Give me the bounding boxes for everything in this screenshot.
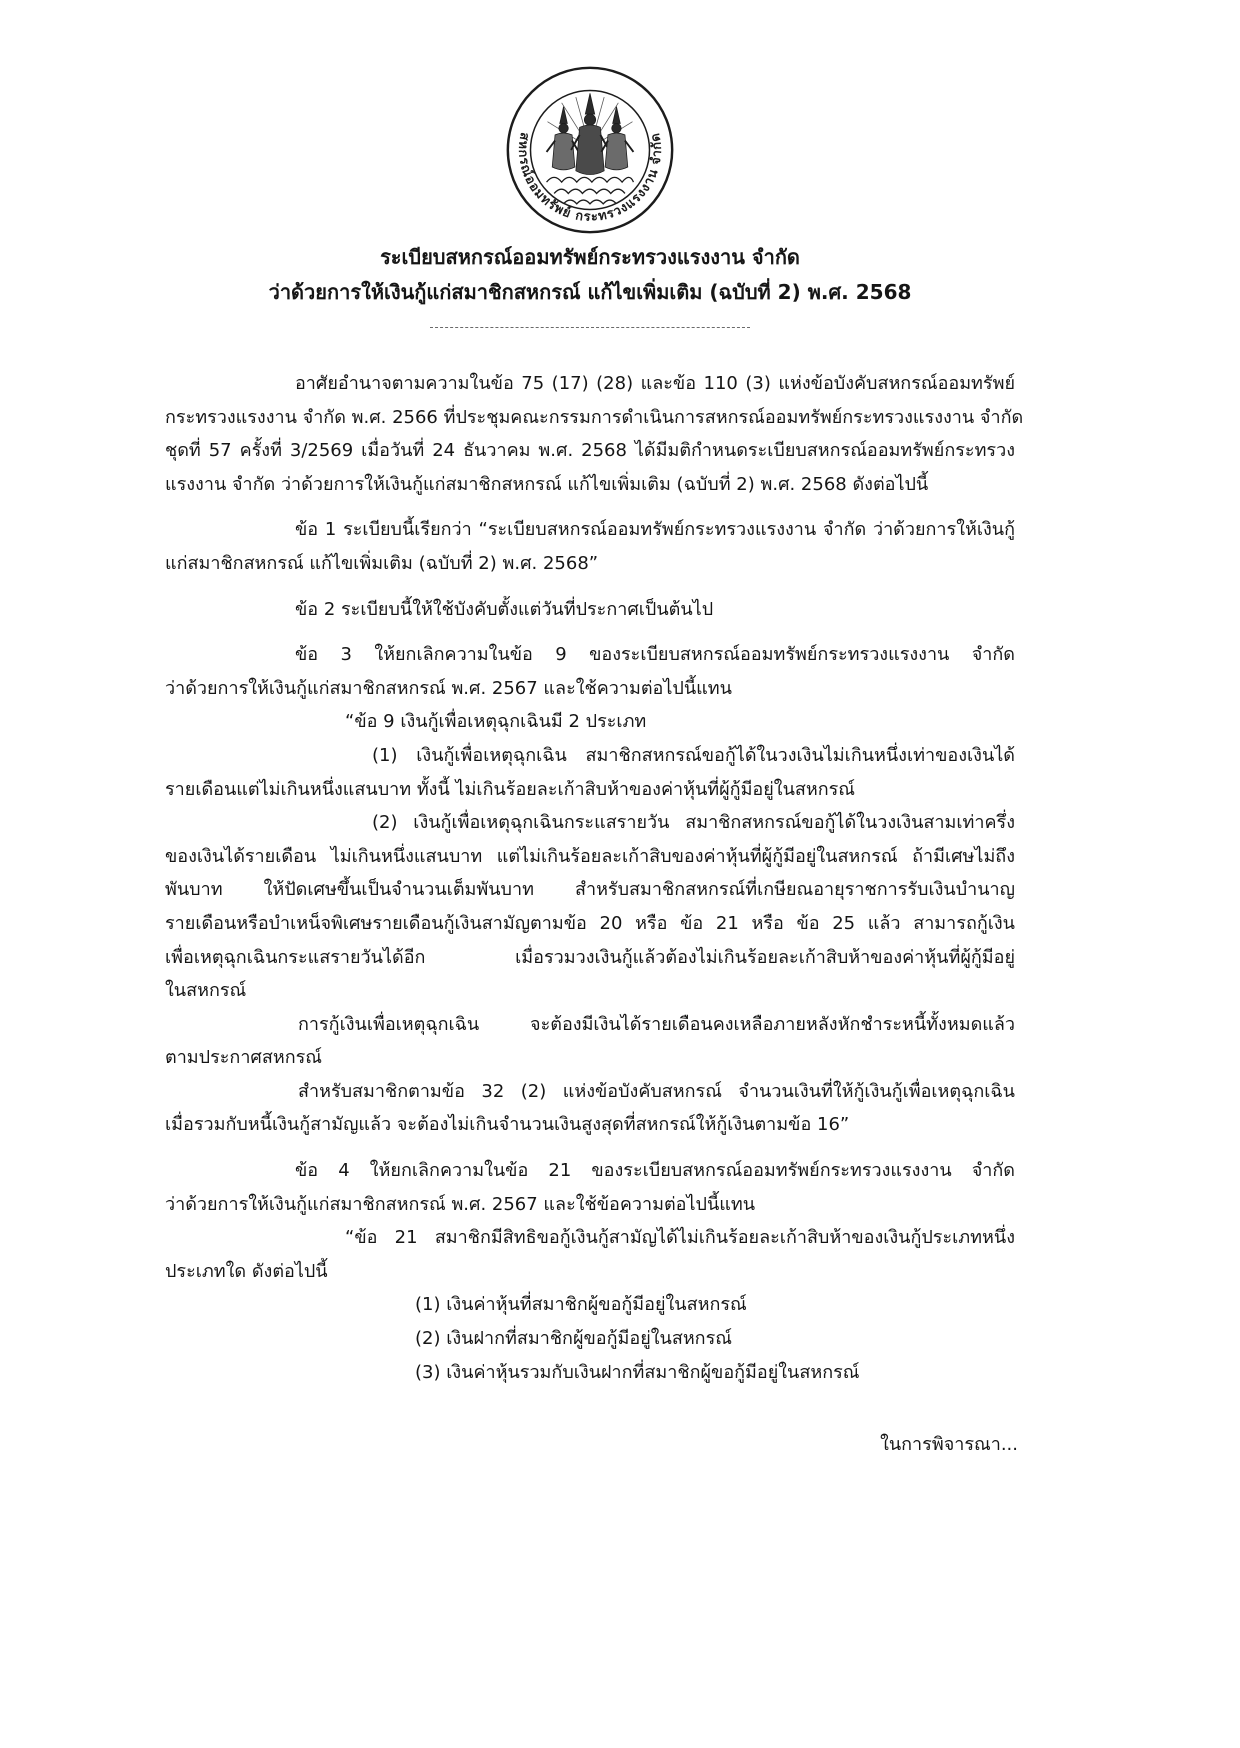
seal-text: สหกรณ์ออมทรัพย์ กระทรวงแรงงาน จำกัด [515,130,666,225]
clause-3-item-2-line: พันบาท ให้ปัดเศษขึ้นเป็นจำนวนเต็มพันบาท สำหรับสมาชิกสหกรณ์ที่เกษียณอายุราชการรับเงินบำนาญ [165,879,1015,901]
page-continuation: ในการพิจารณา... [880,1434,1018,1455]
clause-1-line: ข้อ 1 ระเบียบนี้เรียกว่า “ระเบียบสหกรณ์ออมทรัพย์กระทรวงแรงงาน จำกัด ว่าด้วยการให้เงินกู้ [295,519,1015,541]
preamble-line: อาศัยอำนาจตามความในข้อ 75 (17) (28) และข้อ 110 (3) แห่งข้อบังคับสหกรณ์ออมทรัพย์ [295,373,1015,394]
title-line-2: ว่าด้วยการให้เงินกู้แก่สมาชิกสหกรณ์ แก้ไขเพิ่มเติม (ฉบับที่ 2) พ.ศ. 2568 [268,280,912,304]
title-line-1: ระเบียบสหกรณ์ออมทรัพย์กระทรวงแรงงาน จำกัด [380,245,800,269]
document-body [165,367,1024,1389]
clause-4-line: ว่าด้วยการให้เงินกู้แก่สมาชิกสหกรณ์ พ.ศ. 2567 และใช้ข้อความต่อไปนี้แทน [165,1193,756,1215]
clause-3-quote-heading: “ข้อ 9 เงินกู้เพื่อเหตุฉุกเฉินมี 2 ประเภท [345,711,647,733]
clause-4-list-item: (1) เงินค่าหุ้นที่สมาชิกผู้ขอกู้มีอยู่ในสหกรณ์ [415,1294,747,1316]
clause-3-item-1-line: รายเดือนแต่ไม่เกินหนึ่งแสนบาท ทั้งนี้ ไม่เกินร้อยละเก้าสิบห้าของค่าหุ้นที่ผู้กู้มีอยู่ในสหกรณ์ [165,778,856,800]
clause-3-item-2-line: เพื่อเหตุฉุกเฉินกระแสรายวันได้อีก เมื่อรวมวงเงินกู้แล้วต้องไม่เกินร้อยละเก้าสิบห้าของค่าหุ้นที่ผู้กู้มีอยู่ [165,946,1015,968]
clause-3-para-b-line: เมื่อรวมกับหนี้เงินกู้สามัญแล้ว จะต้องไม่เกินจำนวนเงินสูงสุดที่สหกรณ์ให้กู้เงินตามข้อ 16” [165,1114,850,1136]
clause-4-paragraph [165,1154,1015,1389]
clause-3-item-2-line: ในสหกรณ์ [165,980,247,1002]
clause-3-para-b-line: สำหรับสมาชิกตามข้อ 32 (2) แห่งข้อบังคับสหกรณ์ จำนวนเงินที่ให้กู้เงินกู้เพื่อเหตุฉุกเฉิน [298,1080,1015,1102]
clause-3-item-2-line: รายเดือนหรือบำเหน็จพิเศษรายเดือนกู้เงินสามัญตามข้อ 20 หรือ ข้อ 21 หรือ ข้อ 25 แล้ว สามารถกู้เงิน [165,912,1015,934]
deity-figure-center [571,93,609,174]
clause-4-quote-line: “ข้อ 21 สมาชิกมีสิทธิขอกู้เงินกู้สามัญได้ไม่เกินร้อยละเก้าสิบห้าของเงินกู้ประเภทหนึ่ง [345,1227,1015,1249]
cooperative-seal [505,65,675,235]
clause-3-item-2-line: ของเงินได้รายเดือน ไม่เกินหนึ่งแสนบาท แต่ไม่เกินร้อยละเก้าสิบของค่าหุ้นที่ผู้กู้มีอยู่ในสหกรณ์ ถ้ามีเศษไม่ถึง [165,845,1015,867]
clause-3-para-a-line: ตามประกาศสหกรณ์ [165,1047,322,1069]
clause-3-paragraph [165,638,1015,1142]
preamble-line: ชุดที่ 57 ครั้งที่ 3/2569 เมื่อวันที่ 24 ธันวาคม พ.ศ. 2568 ได้มีมติกำหนดระเบียบสหกรณ์ออมทรัพย์กระทรวง [165,440,1015,462]
clause-1-paragraph [165,513,1015,580]
seal-cloud-base [547,177,634,203]
clause-2-line: ข้อ 2 ระเบียบนี้ให้ใช้บังคับตั้งแต่วันที่ประกาศเป็นต้นไป [295,598,714,620]
clause-4-quote-line: ประเภทใด ดังต่อไปนี้ [165,1260,328,1282]
clause-4-list-item: (2) เงินฝากที่สมาชิกผู้ขอกู้มีอยู่ในสหกรณ์ [415,1328,732,1350]
clause-3-item-2-line: (2) เงินกู้เพื่อเหตุฉุกเฉินกระแสรายวัน สมาชิกสหกรณ์ขอกู้ได้ในวงเงินสามเท่าครึ่ง [372,812,1015,834]
preamble-line: แรงงาน จำกัด ว่าด้วยการให้เงินกู้แก่สมาชิกสหกรณ์ แก้ไขเพิ่มเติม (ฉบับที่ 2) พ.ศ. 2568 ดังต่อไปนี้ [165,473,929,495]
clause-4-list-item: (3) เงินค่าหุ้นรวมกับเงินฝากที่สมาชิกผู้ขอกู้มีอยู่ในสหกรณ์ [415,1361,860,1383]
clause-1-line: แก่สมาชิกสหกรณ์ แก้ไขเพิ่มเติม (ฉบับที่ 2) พ.ศ. 2568” [165,552,599,574]
clause-3-para-a-line: การกู้เงินเพื่อเหตุฉุกเฉิน จะต้องมีเงินได้รายเดือนคงเหลือภายหลังหักชำระหนี้ทั้งหมดแล้ว [298,1013,1015,1035]
clause-3-item-1-line: (1) เงินกู้เพื่อเหตุฉุกเฉิน สมาชิกสหกรณ์ขอกู้ได้ในวงเงินไม่เกินหนึ่งเท่าของเงินได้ [372,744,1015,766]
preamble-paragraph [165,367,1024,501]
clause-2-paragraph [165,593,1015,627]
preamble-line: กระทรวงแรงงาน จำกัด พ.ศ. 2566 ที่ประชุมคณะกรรมการดำเนินการสหกรณ์ออมทรัพย์กระทรวงแรงงาน จำกัด [165,406,1024,428]
clause-3-line: ว่าด้วยการให้เงินกู้แก่สมาชิกสหกรณ์ พ.ศ. 2567 และใช้ความต่อไปนี้แทน [165,677,732,699]
title-separator [430,327,750,328]
document-title [165,240,1015,310]
clause-4-line: ข้อ 4 ให้ยกเลิกความในข้อ 21 ของระเบียบสหกรณ์ออมทรัพย์กระทรวงแรงงาน จำกัด [295,1160,1015,1182]
clause-3-line: ข้อ 3 ให้ยกเลิกความในข้อ 9 ของระเบียบสหกรณ์ออมทรัพย์กระทรวงแรงงาน จำกัด [295,644,1015,666]
